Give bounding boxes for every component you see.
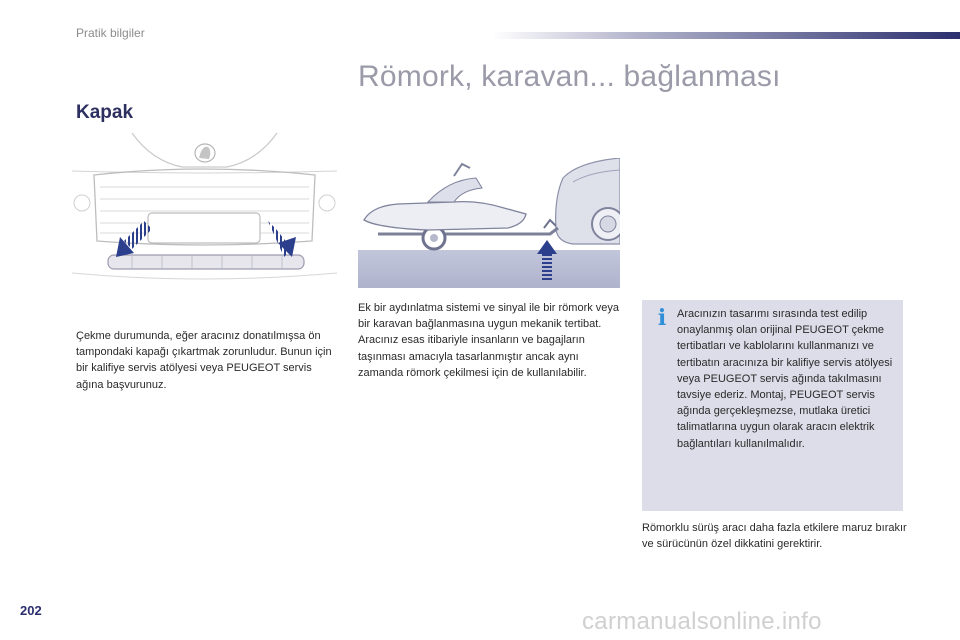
- header-gradient-bar: [492, 32, 960, 39]
- front-bumper-illustration: [72, 133, 337, 290]
- watermark: carmanualsonline.info: [582, 608, 822, 635]
- towing-description-text: Ek bir aydınlatma sistemi ve sinyal ile bir römork veya bir karavan bağlanmasına uygun mekanik tertibat. Aracınız esas itibariyle insanların ve bagajların taşınması amacıyla tasarlanmıştır ancak aynı zamanda römork çekilmesi için de kullanılabilir.: [358, 302, 620, 379]
- info-icon: i: [657, 305, 667, 331]
- page-number: 202: [20, 603, 42, 618]
- removal-arrow-left-icon: [116, 221, 152, 257]
- towing-warning-text: Römorklu sürüş aracı daha fazla etkilere maruz bırakır ve sürücünün özel dikkatini gerektirir.: [642, 522, 907, 551]
- towing-illustration: [358, 158, 620, 288]
- page-title: Römork, karavan... bağlanması: [358, 60, 781, 93]
- kapak-heading: Kapak: [76, 102, 134, 123]
- front-bumper-tow-cover-illustration: [72, 133, 337, 290]
- bumper-cover-text: Çekme durumunda, eğer aracınız donatılmışsa ön tampondaki kapağı çıkartmak zorunludur. Bunun için bir kalifiye servis atölyesi veya PEUGEOT servis ağına başvurunuz.: [76, 330, 332, 391]
- peugeot-logo-icon: [195, 144, 215, 162]
- removal-arrow-right-icon: [268, 221, 296, 257]
- section-label: Pratik bilgiler: [76, 26, 145, 40]
- jet-ski-trailer-towing-illustration: [358, 158, 620, 288]
- info-text: Aracınızın tasarımı sırasında test edilip onaylanmış olan orijinal PEUGEOT çekme tertibatları ve kablolarını kullanmanızı ve tertibatın aracınıza bir kalifiye servis atölyesi veya PEUGEOT servis ağında takılmasını tavsiye ederiz. Montaj, PEUGEOT servis ağında gerçekleşmezse, mutlaka üretici talimatlarına uygun olarak aracın elektrik bağlantıları kullanılmalıdır.: [677, 308, 893, 450]
